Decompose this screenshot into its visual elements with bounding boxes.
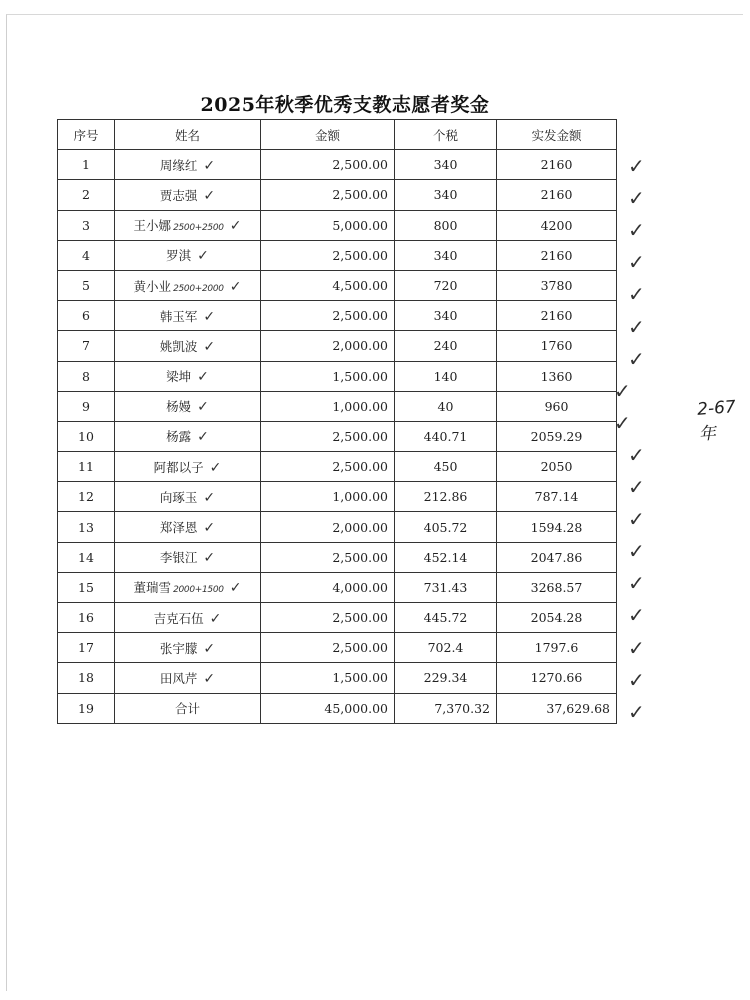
row-net: 1270.66 xyxy=(497,663,617,693)
row-name: 阿都以子 xyxy=(153,459,204,475)
table-row xyxy=(58,603,617,633)
row-no: 6 xyxy=(58,301,115,331)
row-amount: 4,000.00 xyxy=(261,572,395,602)
row-no: 9 xyxy=(58,391,115,421)
row-name-cell xyxy=(115,452,261,482)
side-check-icon: ✓ xyxy=(628,667,645,692)
side-check-icon: ✓ xyxy=(628,346,645,371)
row-net: 1594.28 xyxy=(497,512,617,542)
side-check-icon: ✓ xyxy=(628,507,645,532)
row-name: 李银江 xyxy=(159,550,198,566)
row-name-cell xyxy=(115,572,261,602)
check-mark-icon: ✓ xyxy=(203,489,216,506)
row-name: 贾志强 xyxy=(159,187,198,203)
row-name-cell xyxy=(115,270,261,300)
row-name-cell xyxy=(115,542,261,572)
row-name-cell xyxy=(115,150,261,180)
row-amount: 2,000.00 xyxy=(261,331,395,361)
table-row xyxy=(58,270,617,300)
row-tax: 340 xyxy=(395,301,497,331)
table-row xyxy=(58,361,617,391)
row-tax: 140 xyxy=(395,361,497,391)
row-tax: 731.43 xyxy=(395,572,497,602)
row-amount: 2,500.00 xyxy=(261,452,395,482)
check-mark-icon: ✓ xyxy=(197,369,209,386)
bonus-table xyxy=(57,119,617,724)
header-tax: 个税 xyxy=(395,120,497,150)
row-net: 960 xyxy=(497,391,617,421)
side-check-icon: ✓ xyxy=(628,699,645,724)
row-tax: 450 xyxy=(395,452,497,482)
row-name: 杨嫚 xyxy=(166,399,192,415)
side-check-icon: ✓ xyxy=(628,571,645,596)
row-amount: 2,500.00 xyxy=(261,180,395,210)
table-row xyxy=(58,150,617,180)
row-tax: 800 xyxy=(395,210,497,240)
side-check-icon: ✓ xyxy=(628,475,645,499)
total-label: 合计 xyxy=(115,693,261,723)
side-check-icon: ✓ xyxy=(628,154,645,178)
row-amount: 1,500.00 xyxy=(261,663,395,693)
side-check-icon: ✓ xyxy=(614,410,631,435)
row-no: 12 xyxy=(58,482,115,512)
margin-note: 2-67年 xyxy=(696,397,737,445)
check-mark-icon: ✓ xyxy=(203,670,216,687)
row-no: 8 xyxy=(58,361,115,391)
row-amount: 2,500.00 xyxy=(261,603,395,633)
row-tax: 340 xyxy=(395,240,497,270)
row-name: 周缘红 xyxy=(159,157,198,173)
row-net: 2160 xyxy=(497,180,617,210)
row-tax: 340 xyxy=(395,150,497,180)
row-tax: 212.86 xyxy=(395,482,497,512)
row-tax: 340 xyxy=(395,180,497,210)
row-tax: 702.4 xyxy=(395,633,497,663)
check-mark-icon: ✓ xyxy=(197,399,209,416)
row-net: 2047.86 xyxy=(497,542,617,572)
check-mark-icon: ✓ xyxy=(197,248,209,265)
table-row xyxy=(58,512,617,542)
row-tax: 405.72 xyxy=(395,512,497,542)
check-mark-icon: ✓ xyxy=(203,550,216,567)
row-net: 2054.28 xyxy=(497,603,617,633)
row-amount: 1,000.00 xyxy=(261,391,395,421)
row-name: 向琢玉 xyxy=(159,489,198,505)
row-no: 4 xyxy=(58,240,115,270)
total-tax: 7,370.32 xyxy=(395,693,497,723)
row-no: 17 xyxy=(58,633,115,663)
table-row xyxy=(58,452,617,482)
table-row xyxy=(58,663,617,693)
table-header-row xyxy=(58,120,617,150)
check-mark-icon: ✓ xyxy=(229,218,242,235)
side-check-icon: ✓ xyxy=(628,186,645,211)
row-amount: 2,500.00 xyxy=(261,240,395,270)
check-mark-icon: ✓ xyxy=(203,520,216,537)
check-mark-icon: ✓ xyxy=(197,429,209,446)
total-no: 19 xyxy=(58,693,115,723)
table-row xyxy=(58,240,617,270)
side-check-icon: ✓ xyxy=(628,250,645,275)
row-net: 2050 xyxy=(497,452,617,482)
side-check-icon: ✓ xyxy=(614,378,631,403)
row-net: 787.14 xyxy=(497,482,617,512)
row-name-cell xyxy=(115,663,261,693)
row-tax: 452.14 xyxy=(395,542,497,572)
total-net: 37,629.68 xyxy=(497,693,617,723)
row-amount: 2,000.00 xyxy=(261,512,395,542)
row-no: 7 xyxy=(58,331,115,361)
row-net: 2160 xyxy=(497,301,617,331)
side-check-icon: ✓ xyxy=(628,218,645,243)
row-name-cell xyxy=(115,512,261,542)
row-name-cell xyxy=(115,633,261,663)
header-name: 姓名 xyxy=(115,120,261,150)
row-name-cell xyxy=(115,180,261,210)
row-amount: 2,500.00 xyxy=(261,542,395,572)
row-no: 14 xyxy=(58,542,115,572)
row-amount: 2,500.00 xyxy=(261,150,395,180)
row-name-cell xyxy=(115,482,261,512)
row-name-cell xyxy=(115,391,261,421)
row-tax: 229.34 xyxy=(395,663,497,693)
row-no: 10 xyxy=(58,421,115,451)
row-name: 吉克石伍 xyxy=(153,610,204,626)
table-row xyxy=(58,482,617,512)
row-name-cell xyxy=(115,240,261,270)
row-amount: 5,000.00 xyxy=(261,210,395,240)
table-row xyxy=(58,633,617,663)
table-row xyxy=(58,301,617,331)
row-amount: 2,500.00 xyxy=(261,633,395,663)
row-no: 3 xyxy=(58,210,115,240)
row-net: 1760 xyxy=(497,331,617,361)
side-check-icon: ✓ xyxy=(628,282,645,307)
handwritten-note: 2500+2000 xyxy=(173,283,224,294)
row-name-cell xyxy=(115,331,261,361)
table-row xyxy=(58,421,617,451)
header-net: 实发金额 xyxy=(497,120,617,150)
table-row xyxy=(58,391,617,421)
row-tax: 445.72 xyxy=(395,603,497,633)
handwritten-note: 2500+2500 xyxy=(173,223,224,234)
side-check-icon: ✓ xyxy=(628,442,645,467)
row-name: 田风芹 xyxy=(159,670,198,686)
row-name-cell xyxy=(115,421,261,451)
row-name-cell xyxy=(115,210,261,240)
row-net: 1797.6 xyxy=(497,633,617,663)
row-net: 3780 xyxy=(497,270,617,300)
row-tax: 240 xyxy=(395,331,497,361)
total-amount: 45,000.00 xyxy=(261,693,395,723)
row-net: 4200 xyxy=(497,210,617,240)
row-amount: 1,500.00 xyxy=(261,361,395,391)
check-mark-icon: ✓ xyxy=(203,308,216,325)
row-amount: 2,500.00 xyxy=(261,421,395,451)
row-tax: 720 xyxy=(395,270,497,300)
row-name: 董瑞雪 xyxy=(133,580,172,596)
handwritten-note: 2000+1500 xyxy=(173,585,224,596)
table-row xyxy=(58,180,617,210)
row-no: 15 xyxy=(58,572,115,602)
row-name: 王小娜 xyxy=(133,218,172,234)
row-no: 13 xyxy=(58,512,115,542)
side-check-icon: ✓ xyxy=(628,603,645,628)
check-mark-icon: ✓ xyxy=(229,580,242,597)
check-mark-icon: ✓ xyxy=(209,459,222,476)
side-check-icon: ✓ xyxy=(628,314,645,339)
row-name-cell xyxy=(115,603,261,633)
table-row xyxy=(58,572,617,602)
row-name: 黄小业 xyxy=(133,278,172,294)
row-no: 1 xyxy=(58,150,115,180)
row-no: 18 xyxy=(58,663,115,693)
header-amount: 金额 xyxy=(261,120,395,150)
check-mark-icon: ✓ xyxy=(203,157,216,174)
header-no: 序号 xyxy=(58,120,115,150)
side-check-icon: ✓ xyxy=(628,635,645,660)
row-tax: 40 xyxy=(395,391,497,421)
table-row xyxy=(58,542,617,572)
row-no: 11 xyxy=(58,452,115,482)
row-name: 杨露 xyxy=(166,429,192,445)
check-mark-icon: ✓ xyxy=(203,640,216,657)
row-name: 罗淇 xyxy=(166,248,192,264)
row-net: 1360 xyxy=(497,361,617,391)
check-mark-icon: ✓ xyxy=(203,338,216,355)
total-row xyxy=(58,693,617,723)
row-net: 3268.57 xyxy=(497,572,617,602)
side-check-icon: ✓ xyxy=(628,539,645,564)
row-no: 5 xyxy=(58,270,115,300)
row-no: 2 xyxy=(58,180,115,210)
row-name: 梁坤 xyxy=(166,369,192,385)
row-name: 郑泽恩 xyxy=(159,520,198,536)
check-mark-icon: ✓ xyxy=(203,187,216,204)
row-name: 张宇朦 xyxy=(159,640,198,656)
check-mark-icon: ✓ xyxy=(229,278,242,295)
table-row xyxy=(58,210,617,240)
row-name: 韩玉军 xyxy=(159,308,198,324)
table-row xyxy=(58,331,617,361)
row-net: 2059.29 xyxy=(497,421,617,451)
check-mark-icon: ✓ xyxy=(209,610,222,627)
row-tax: 440.71 xyxy=(395,421,497,451)
document-title: 2025年秋季优秀支教志愿者奖金 xyxy=(200,94,490,116)
row-amount: 4,500.00 xyxy=(261,270,395,300)
row-name: 姚凯波 xyxy=(159,338,198,354)
row-amount: 1,000.00 xyxy=(261,482,395,512)
table-body xyxy=(58,150,617,693)
row-no: 16 xyxy=(58,603,115,633)
row-net: 2160 xyxy=(497,150,617,180)
row-name-cell xyxy=(115,301,261,331)
row-name-cell xyxy=(115,361,261,391)
row-net: 2160 xyxy=(497,240,617,270)
row-amount: 2,500.00 xyxy=(261,301,395,331)
